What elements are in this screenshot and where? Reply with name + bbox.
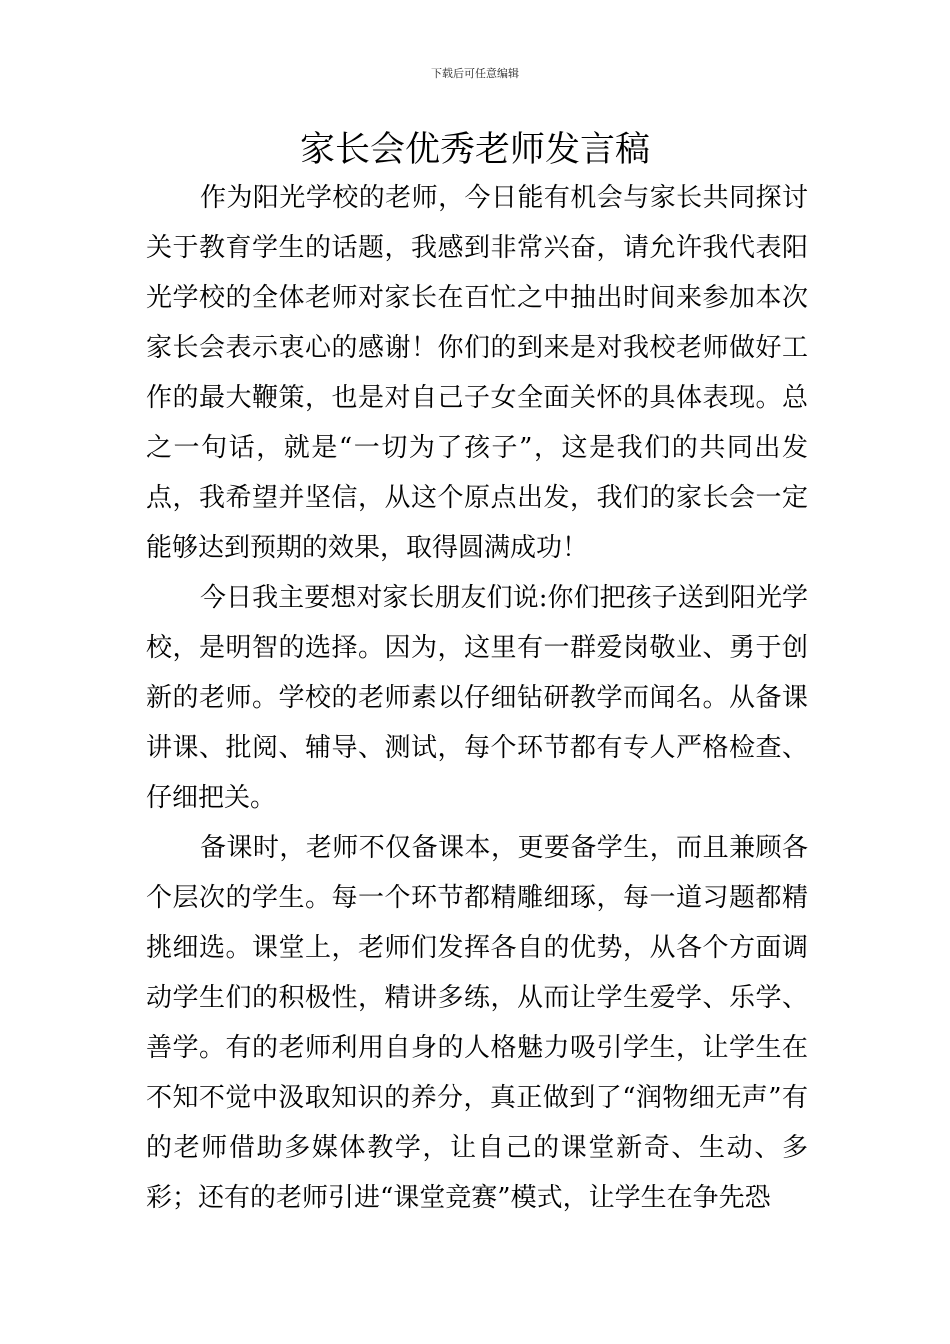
body-paragraph-2: 今日我主要想对家长朋友们说:你们把孩子送到阳光学校，是明智的选择。因为，这里有一群爱岗敬业、勇于创新的老师。学校的老师素以仔细钻研教学而闻名。从备课讲课、批阅、辅导、测试，每个环节都有专人严格检查、仔细把关。 — [146, 583, 808, 813]
body-paragraph-1: 作为阳光学校的老师，今日能有机会与家长共同探讨关于教育学生的话题，我感到非常兴奋，请允许我代表阳光学校的全体老师对家长在百忙之中抽出时间来参加本次家长会表示衷心的感谢！你们的到来是对我校老师做好工作的最大鞭策，也是对自己子女全面关怀的具体表现。总之一句话，就是“一切为了孩子”，这是我们的共同出发点，我希望并坚信，从这个原点出发，我们的家长会一定能够达到预期的效果，取得圆满成功！ — [146, 183, 808, 563]
body-paragraph-3: 备课时，老师不仅备课本，更要备学生，而且兼顾各个层次的学生。每一个环节都精雕细琢，每一道习题都精挑细选。课堂上，老师们发挥各自的优势，从各个方面调动学生们的积极性，精讲多练，从而让学生爱学、乐学、善学。有的老师利用自身的人格魅力吸引学生，让学生在不知不觉中汲取知识的养分，真正做到了“润物细无声”有的老师借助多媒体教学，让自己的课堂新奇、生动、多彩；还有的老师引进“课堂竞赛”模式，让学生在争先恐 — [146, 833, 808, 1213]
header-note: 下载后可任意编辑 — [431, 67, 519, 80]
page-title: 家长会优秀老师发言稿 — [299, 130, 650, 170]
